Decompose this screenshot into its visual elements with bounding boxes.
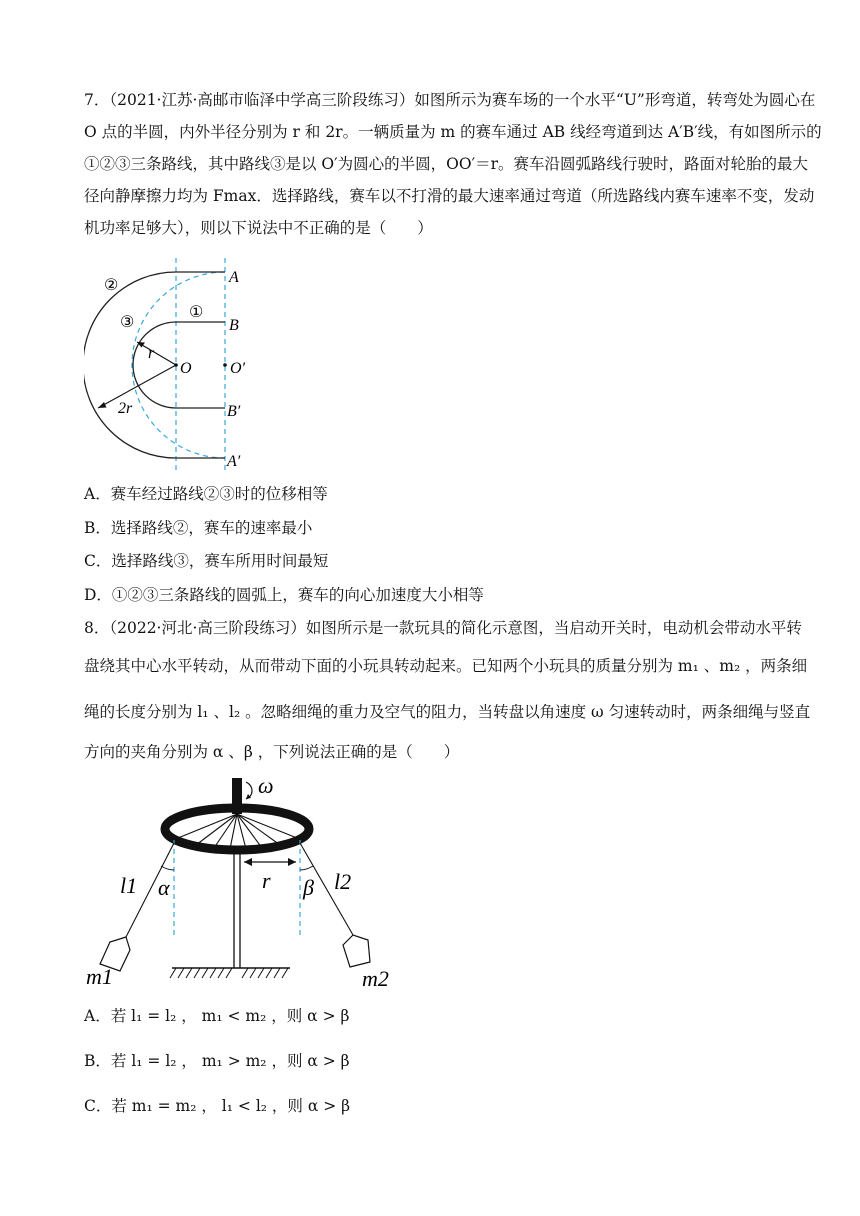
q7-label-a: A [229,269,239,286]
q8-angle-beta-arc [300,866,313,870]
q8-text-line-2: 盘绕其中心水平转动，从而带动下面的小玩具转动起来。已知两个小玩具的质量分别为 m₁ 、m₂ ，两条细 [84,657,808,675]
q8-text-line-4: 方向的夹角分别为 α 、β ，下列说法正确的是（ ） [84,743,460,761]
q8-label-r: r [262,868,271,893]
q8-toy-figure [84,775,404,990]
q7-outer-track [84,272,225,458]
q8-option-c: C．若 m₁ = m₂ ， l₁ < l₂ ，则 α > β [84,1097,351,1115]
q8-label-m2: m2 [362,966,389,990]
q7-text-line-5: 机功率足够大），则以下说法中不正确的是（ ） [84,219,433,237]
q8-option-b: B．若 l₁ = l₂ ， m₁ > m₂ ，则 α > β [84,1052,350,1070]
q8-label-l2: l2 [334,869,352,894]
q7-label-r: r [148,345,155,362]
q7-label-o: O [180,360,192,377]
q7-label-route3: ③ [120,314,135,331]
q7-radius-2r [98,365,176,408]
q8-label-alpha: α [158,875,170,900]
q8-text-line-1: 8．（2022·河北·高三阶段练习）如图所示是一款玩具的简化示意图，当启动开关时，电动机会带动水平转 [84,619,802,637]
q8-r-arrowhead-right [288,858,296,866]
q7-option-c: C．选择路线③，赛车所用时间最短 [84,552,329,570]
q7-inner-track [133,322,225,408]
q8-label-l1: l1 [120,873,138,898]
q7-option-a: A．赛车经过路线②③时的位移相等 [84,485,328,503]
q7-label-aprime: A′ [227,453,241,470]
q8-label-beta: β [303,875,314,900]
q8-label-m1: m1 [86,964,113,989]
q7-label-b: B [229,317,239,334]
q7-label-2r: 2r [118,400,133,417]
q8-text-line-3: 绳的长度分别为 l₁ 、l₂ 。忽略细绳的重力及空气的阻力，当转盘以角速度 ω 匀速转动时，两条细绳与竖直 [84,703,811,721]
q7-radius-2r-arrowhead [98,402,107,408]
q7-label-oprime: O′ [230,360,246,377]
q7-track-figure [84,258,264,470]
q7-text-line-1: 7．（2021·江苏·高邮市临泽中学高三阶段练习）如图所示为赛车场的一个水平“U”形弯道，转弯处为圆心在 [84,91,816,109]
q7-option-d: D．①②③三条路线的圆弧上，赛车的向心加速度大小相等 [84,586,484,604]
q7-label-route1: ① [189,304,204,321]
q8-r-arrowhead-left [244,858,252,866]
q8-angle-alpha-arc [161,866,174,870]
q7-option-b: B．选择路线②，赛车的速率最小 [84,519,313,537]
q7-text-line-4: 径向静摩擦力均为 Fmax．选择路线，赛车以不打滑的最大速率通过弯道（所选路线内赛车速率不变，发动 [84,187,815,205]
q8-ground-hatch [170,968,288,978]
q7-label-route2: ② [104,277,119,294]
q7-point-oprime [223,363,227,367]
q7-text-line-2: O 点的半圆，内外半径分别为 r 和 2r。一辆质量为 m 的赛车通过 AB 线经弯道到达 A′B′线，有如图所示的 [84,123,822,141]
q8-option-a: A．若 l₁ = l₂ ， m₁ < m₂ ，则 α > β [84,1007,350,1025]
q7-text-line-3: ①②③三条路线，其中路线③是以 O′为圆心的半圆，OO′＝r。赛车沿圆弧路线行驶时，路面对轮胎的最大 [84,155,809,173]
q8-label-omega: ω [258,775,274,798]
q7-route3-arc [132,272,225,458]
q8-mass-m2 [343,935,370,967]
q7-label-bprime: B′ [227,403,241,420]
